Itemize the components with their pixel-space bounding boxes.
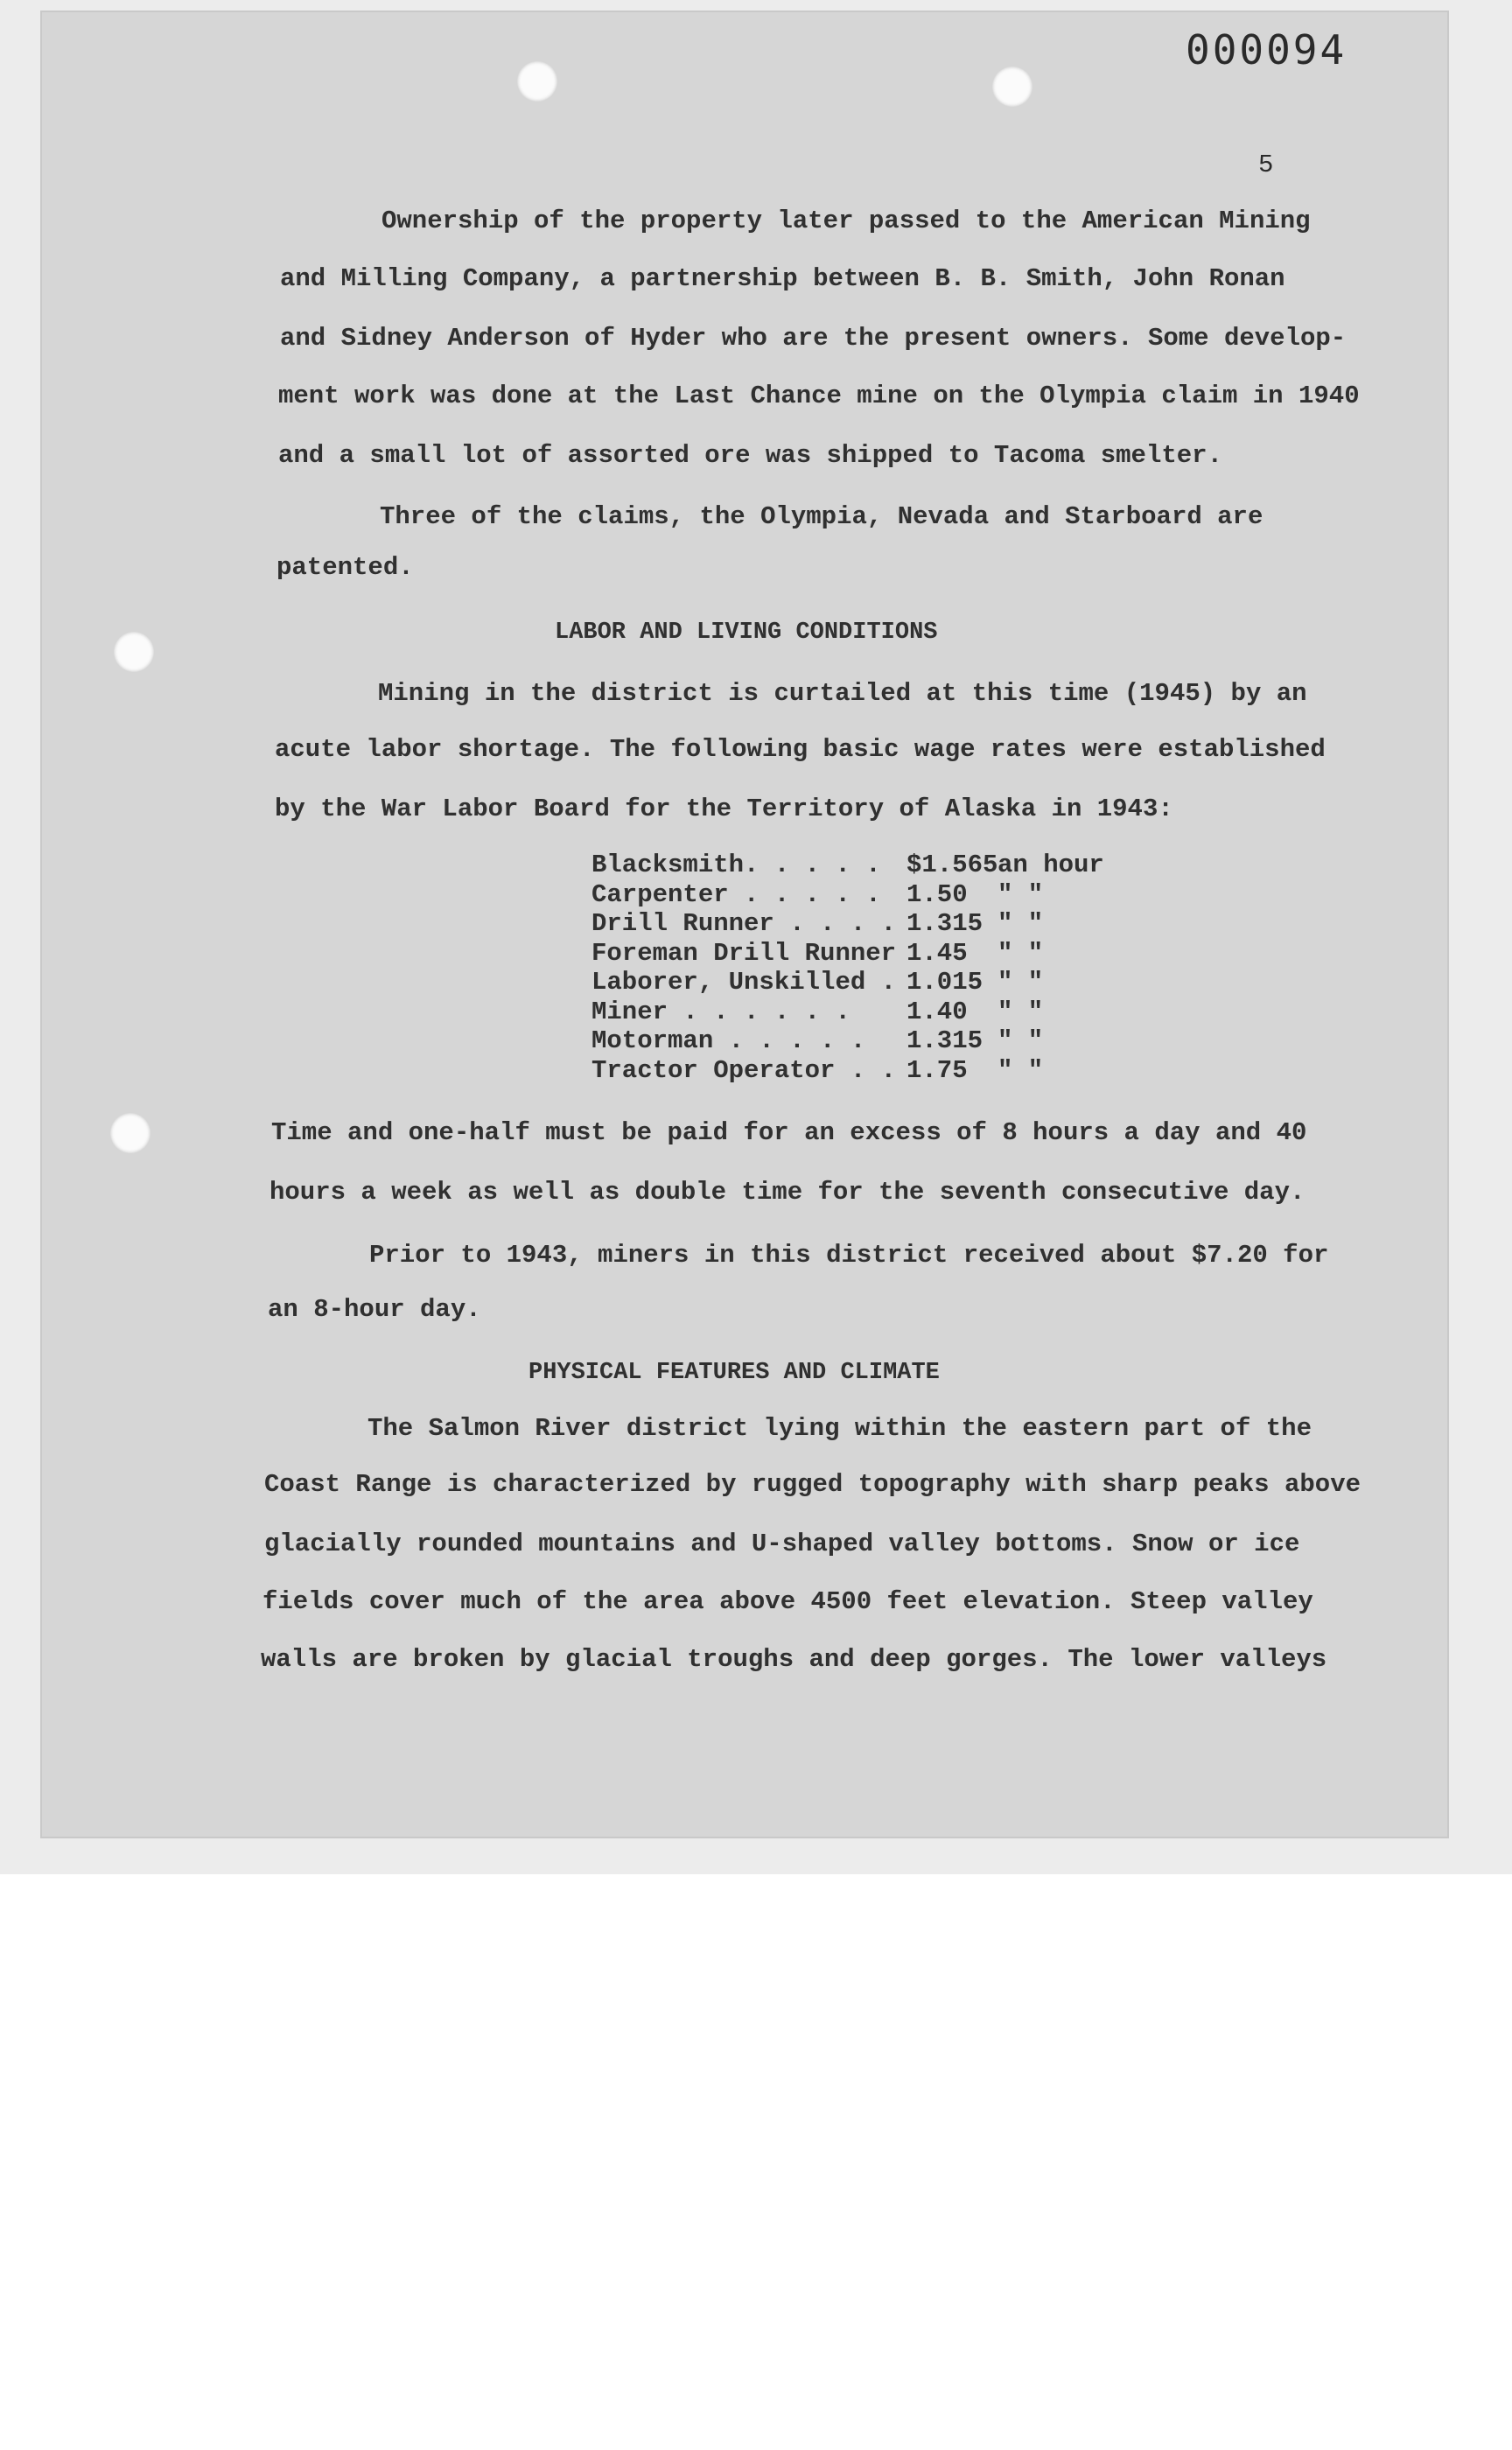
- wage-row: [592, 998, 1102, 1027]
- wage-rate: 1.315: [906, 1026, 984, 1056]
- text-line: fields cover much of the area above 4500 feet elevation. Steep valley: [262, 1587, 1313, 1616]
- text-line: Mining in the district is curtailed at this time (1945) by an: [378, 679, 1307, 708]
- rate-unit: " ": [998, 968, 1044, 998]
- punch-hole: [114, 632, 154, 672]
- wage-rate-table: [592, 850, 1102, 1085]
- text-line: an 8-hour day.: [268, 1295, 481, 1324]
- wage-row: [592, 850, 1102, 880]
- text-line: walls are broken by glacial troughs and deep gorges. The lower valleys: [261, 1645, 1327, 1674]
- text-line: by the War Labor Board for the Territory of Alaska in 1943:: [275, 794, 1173, 823]
- wage-rate: 1.315: [906, 909, 984, 939]
- job-title: Foreman Drill Runner: [592, 938, 897, 968]
- rate-unit: an hour: [998, 850, 1104, 880]
- text-line: Time and one-half must be paid for an excess of 8 hours a day and 40: [271, 1118, 1307, 1147]
- wage-rate: $1.565: [906, 850, 998, 880]
- job-title: Drill Runner . . . .: [592, 909, 897, 939]
- wage-rate: 1.50: [906, 879, 968, 909]
- text-line: ment work was done at the Last Chance mine on the Olympia claim in 1940: [278, 382, 1360, 410]
- rate-unit: " ": [998, 1026, 1044, 1056]
- document-stamp-number: 000094: [1186, 26, 1348, 74]
- wage-row: [592, 939, 1102, 969]
- text-line: patented.: [276, 553, 414, 582]
- text-line: and Sidney Anderson of Hyder who are the present owners. Some develop-: [280, 324, 1347, 353]
- punch-hole: [992, 66, 1032, 107]
- section-heading: PHYSICAL FEATURES AND CLIMATE: [528, 1360, 940, 1386]
- text-line: acute labor shortage. The following basic wage rates were established: [275, 735, 1326, 764]
- rate-unit: " ": [998, 879, 1044, 909]
- text-line: glacially rounded mountains and U-shaped valley bottoms. Snow or ice: [264, 1530, 1300, 1558]
- wage-rate: 1.75: [906, 1055, 968, 1085]
- text-line: Three of the claims, the Olympia, Nevada and Starboard are: [380, 502, 1264, 531]
- wage-rate: 1.015: [906, 968, 984, 998]
- rate-unit: " ": [998, 997, 1044, 1026]
- text-line: Prior to 1943, miners in this district received about $7.20 for: [369, 1241, 1329, 1270]
- job-title: Tractor Operator . .: [592, 1055, 897, 1085]
- page-number: 5: [1258, 150, 1274, 179]
- text-line: The Salmon River district lying within the eastern part of the: [368, 1414, 1312, 1443]
- text-line: Ownership of the property later passed to the American Mining: [382, 206, 1311, 235]
- punch-hole: [517, 61, 557, 102]
- wage-row: [592, 1056, 1102, 1086]
- rate-unit: " ": [998, 938, 1044, 968]
- punch-hole: [110, 1113, 150, 1153]
- job-title: Laborer, Unskilled .: [592, 968, 897, 998]
- text-line: and a small lot of assorted ore was shipped to Tacoma smelter.: [278, 441, 1222, 470]
- text-line: Coast Range is characterized by rugged topography with sharp peaks above: [264, 1470, 1362, 1499]
- job-title: Motorman . . . . .: [592, 1026, 866, 1056]
- wage-rate: 1.45: [906, 938, 968, 968]
- section-heading: LABOR AND LIVING CONDITIONS: [555, 620, 938, 646]
- text-line: and Milling Company, a partnership between B. B. Smith, John Ronan: [280, 264, 1285, 293]
- wage-row: [592, 1026, 1102, 1056]
- job-title: Blacksmith. . . . .: [592, 850, 881, 880]
- job-title: Miner . . . . . .: [592, 997, 850, 1026]
- rate-unit: " ": [998, 1055, 1044, 1085]
- wage-row: [592, 880, 1102, 910]
- wage-rate: 1.40: [906, 997, 968, 1026]
- text-line: hours a week as well as double time for the seventh consecutive day.: [270, 1178, 1306, 1207]
- rate-unit: " ": [998, 909, 1044, 939]
- job-title: Carpenter . . . . .: [592, 879, 881, 909]
- wage-row: [592, 968, 1102, 998]
- wage-row: [592, 909, 1102, 939]
